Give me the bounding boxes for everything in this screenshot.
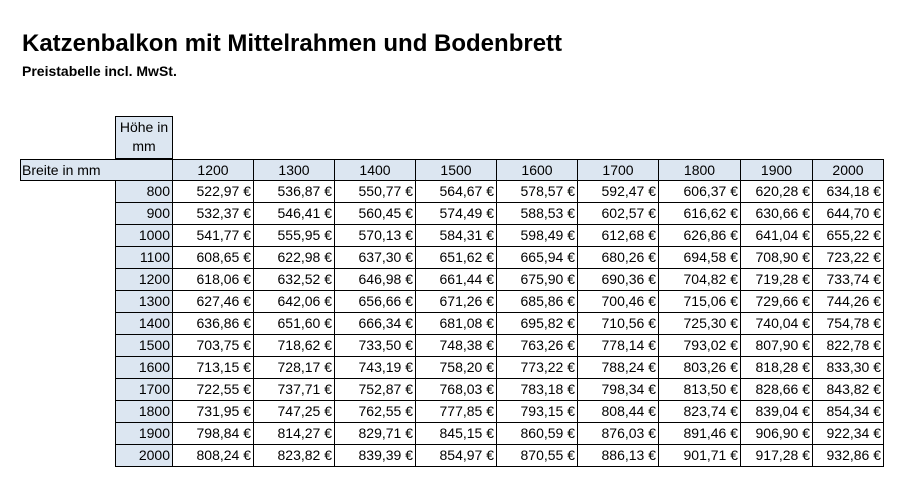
price-cell: 725,30 € [659, 313, 741, 335]
price-cell: 823,74 € [659, 401, 741, 423]
price-cell: 532,37 € [173, 203, 254, 225]
price-cell: 703,75 € [173, 335, 254, 357]
table-row [115, 335, 884, 357]
price-cell: 828,66 € [741, 379, 813, 401]
price-cell: 715,06 € [659, 291, 741, 313]
price-cell: 718,62 € [254, 335, 335, 357]
row-header-width: 2000 [115, 445, 173, 467]
row-header-width: 1100 [115, 247, 173, 269]
price-cell: 932,86 € [813, 445, 884, 467]
price-cell: 690,36 € [578, 269, 659, 291]
price-cell: 807,90 € [741, 335, 813, 357]
price-cell: 608,65 € [173, 247, 254, 269]
price-cell: 783,18 € [497, 379, 578, 401]
price-cell: 675,90 € [497, 269, 578, 291]
column-header-1900: 1900 [741, 159, 813, 181]
price-cell: 839,39 € [335, 445, 416, 467]
price-cell: 752,87 € [335, 379, 416, 401]
price-cell: 808,24 € [173, 445, 254, 467]
price-cell: 737,71 € [254, 379, 335, 401]
price-cell: 922,34 € [813, 423, 884, 445]
column-header-1600: 1600 [497, 159, 578, 181]
price-cell: 564,67 € [416, 181, 497, 203]
price-cell: 777,85 € [416, 401, 497, 423]
price-cell: 522,97 € [173, 181, 254, 203]
row-header-width: 1800 [115, 401, 173, 423]
row-header-width: 1400 [115, 313, 173, 335]
price-cell: 541,77 € [173, 225, 254, 247]
price-cell: 550,77 € [335, 181, 416, 203]
price-cell: 622,98 € [254, 247, 335, 269]
price-cell: 731,95 € [173, 401, 254, 423]
column-header-1300: 1300 [254, 159, 335, 181]
price-cell: 808,44 € [578, 401, 659, 423]
price-cell: 651,60 € [254, 313, 335, 335]
price-cell: 602,57 € [578, 203, 659, 225]
table-row [115, 203, 884, 225]
price-cell: 744,26 € [813, 291, 884, 313]
table-row [115, 423, 884, 445]
price-cell: 829,71 € [335, 423, 416, 445]
price-cell: 560,45 € [335, 203, 416, 225]
price-cell: 694,58 € [659, 247, 741, 269]
price-cell: 917,28 € [741, 445, 813, 467]
column-header-2000: 2000 [813, 159, 884, 181]
page-subtitle: Preistabelle incl. MwSt. [22, 63, 177, 79]
column-header-1800: 1800 [659, 159, 741, 181]
price-cell: 636,86 € [173, 313, 254, 335]
price-cell: 743,19 € [335, 357, 416, 379]
row-header-width: 1600 [115, 357, 173, 379]
price-cell: 588,53 € [497, 203, 578, 225]
price-cell: 793,15 € [497, 401, 578, 423]
table-row [115, 401, 884, 423]
row-header-width: 800 [115, 181, 173, 203]
price-cell: 578,57 € [497, 181, 578, 203]
table-row [115, 269, 884, 291]
price-cell: 710,56 € [578, 313, 659, 335]
price-cell: 644,70 € [813, 203, 884, 225]
price-cell: 768,03 € [416, 379, 497, 401]
price-cell: 798,84 € [173, 423, 254, 445]
price-cell: 754,78 € [813, 313, 884, 335]
price-cell: 823,82 € [254, 445, 335, 467]
price-cell: 655,22 € [813, 225, 884, 247]
row-header-width: 1200 [115, 269, 173, 291]
price-cell: 762,55 € [335, 401, 416, 423]
price-cell: 901,71 € [659, 445, 741, 467]
height-header: Höhe in mm [115, 116, 173, 159]
price-cell: 627,46 € [173, 291, 254, 313]
price-cell: 758,20 € [416, 357, 497, 379]
column-header-1400: 1400 [335, 159, 416, 181]
price-cell: 798,34 € [578, 379, 659, 401]
price-cell: 876,03 € [578, 423, 659, 445]
price-cell: 733,74 € [813, 269, 884, 291]
price-cell: 723,22 € [813, 247, 884, 269]
price-cell: 733,50 € [335, 335, 416, 357]
price-cell: 763,26 € [497, 335, 578, 357]
price-cell: 833,30 € [813, 357, 884, 379]
price-cell: 813,50 € [659, 379, 741, 401]
price-cell: 839,04 € [741, 401, 813, 423]
price-cell: 854,97 € [416, 445, 497, 467]
price-cell: 665,94 € [497, 247, 578, 269]
column-header-1500: 1500 [416, 159, 497, 181]
price-cell: 708,90 € [741, 247, 813, 269]
price-cell: 632,52 € [254, 269, 335, 291]
price-cell: 671,26 € [416, 291, 497, 313]
table-row [115, 225, 884, 247]
column-header-1700: 1700 [578, 159, 659, 181]
price-cell: 651,62 € [416, 247, 497, 269]
price-cell: 788,24 € [578, 357, 659, 379]
price-cell: 680,26 € [578, 247, 659, 269]
price-cell: 618,06 € [173, 269, 254, 291]
price-cell: 729,66 € [741, 291, 813, 313]
price-cell: 661,44 € [416, 269, 497, 291]
page-title: Katzenbalkon mit Mittelrahmen und Bodenbrett [22, 30, 563, 57]
price-cell: 906,90 € [741, 423, 813, 445]
price-cell: 854,34 € [813, 401, 884, 423]
price-cell: 634,18 € [813, 181, 884, 203]
price-cell: 626,86 € [659, 225, 741, 247]
price-cell: 616,62 € [659, 203, 741, 225]
price-cell: 773,22 € [497, 357, 578, 379]
row-header-width: 1300 [115, 291, 173, 313]
price-cell: 822,78 € [813, 335, 884, 357]
price-cell: 704,82 € [659, 269, 741, 291]
price-cell: 598,49 € [497, 225, 578, 247]
price-cell: 818,28 € [741, 357, 813, 379]
column-header-1200: 1200 [173, 159, 254, 181]
price-cell: 646,98 € [335, 269, 416, 291]
table-row [115, 247, 884, 269]
price-cell: 860,59 € [497, 423, 578, 445]
price-cell: 843,82 € [813, 379, 884, 401]
price-cell: 546,41 € [254, 203, 335, 225]
price-cell: 814,27 € [254, 423, 335, 445]
row-header-width: 1500 [115, 335, 173, 357]
row-header-width: 900 [115, 203, 173, 225]
price-cell: 722,55 € [173, 379, 254, 401]
price-cell: 719,28 € [741, 269, 813, 291]
price-table-body [115, 181, 884, 467]
price-cell: 656,66 € [335, 291, 416, 313]
price-cell: 637,30 € [335, 247, 416, 269]
price-cell: 886,13 € [578, 445, 659, 467]
price-cell: 870,55 € [497, 445, 578, 467]
price-cell: 606,37 € [659, 181, 741, 203]
table-row [115, 181, 884, 203]
price-cell: 584,31 € [416, 225, 497, 247]
table-row [115, 313, 884, 335]
width-header: Breite in mm [20, 159, 173, 181]
price-cell: 592,47 € [578, 181, 659, 203]
price-cell: 803,26 € [659, 357, 741, 379]
price-cell: 685,86 € [497, 291, 578, 313]
price-cell: 778,14 € [578, 335, 659, 357]
price-cell: 536,87 € [254, 181, 335, 203]
table-row [115, 357, 884, 379]
table-row [115, 291, 884, 313]
row-header-width: 1000 [115, 225, 173, 247]
table-row [115, 445, 884, 467]
price-cell: 728,17 € [254, 357, 335, 379]
row-header-width: 1700 [115, 379, 173, 401]
price-cell: 612,68 € [578, 225, 659, 247]
price-cell: 641,04 € [741, 225, 813, 247]
price-cell: 700,46 € [578, 291, 659, 313]
price-cell: 555,95 € [254, 225, 335, 247]
column-headers [173, 159, 884, 181]
price-cell: 891,46 € [659, 423, 741, 445]
price-cell: 630,66 € [741, 203, 813, 225]
row-header-width: 1900 [115, 423, 173, 445]
price-cell: 620,28 € [741, 181, 813, 203]
price-cell: 747,25 € [254, 401, 335, 423]
table-row [115, 379, 884, 401]
price-cell: 695,82 € [497, 313, 578, 335]
price-cell: 681,08 € [416, 313, 497, 335]
price-cell: 748,38 € [416, 335, 497, 357]
price-cell: 713,15 € [173, 357, 254, 379]
price-cell: 666,34 € [335, 313, 416, 335]
price-cell: 740,04 € [741, 313, 813, 335]
column-header-row [20, 159, 884, 181]
price-cell: 845,15 € [416, 423, 497, 445]
price-cell: 793,02 € [659, 335, 741, 357]
price-cell: 642,06 € [254, 291, 335, 313]
price-cell: 574,49 € [416, 203, 497, 225]
price-cell: 570,13 € [335, 225, 416, 247]
